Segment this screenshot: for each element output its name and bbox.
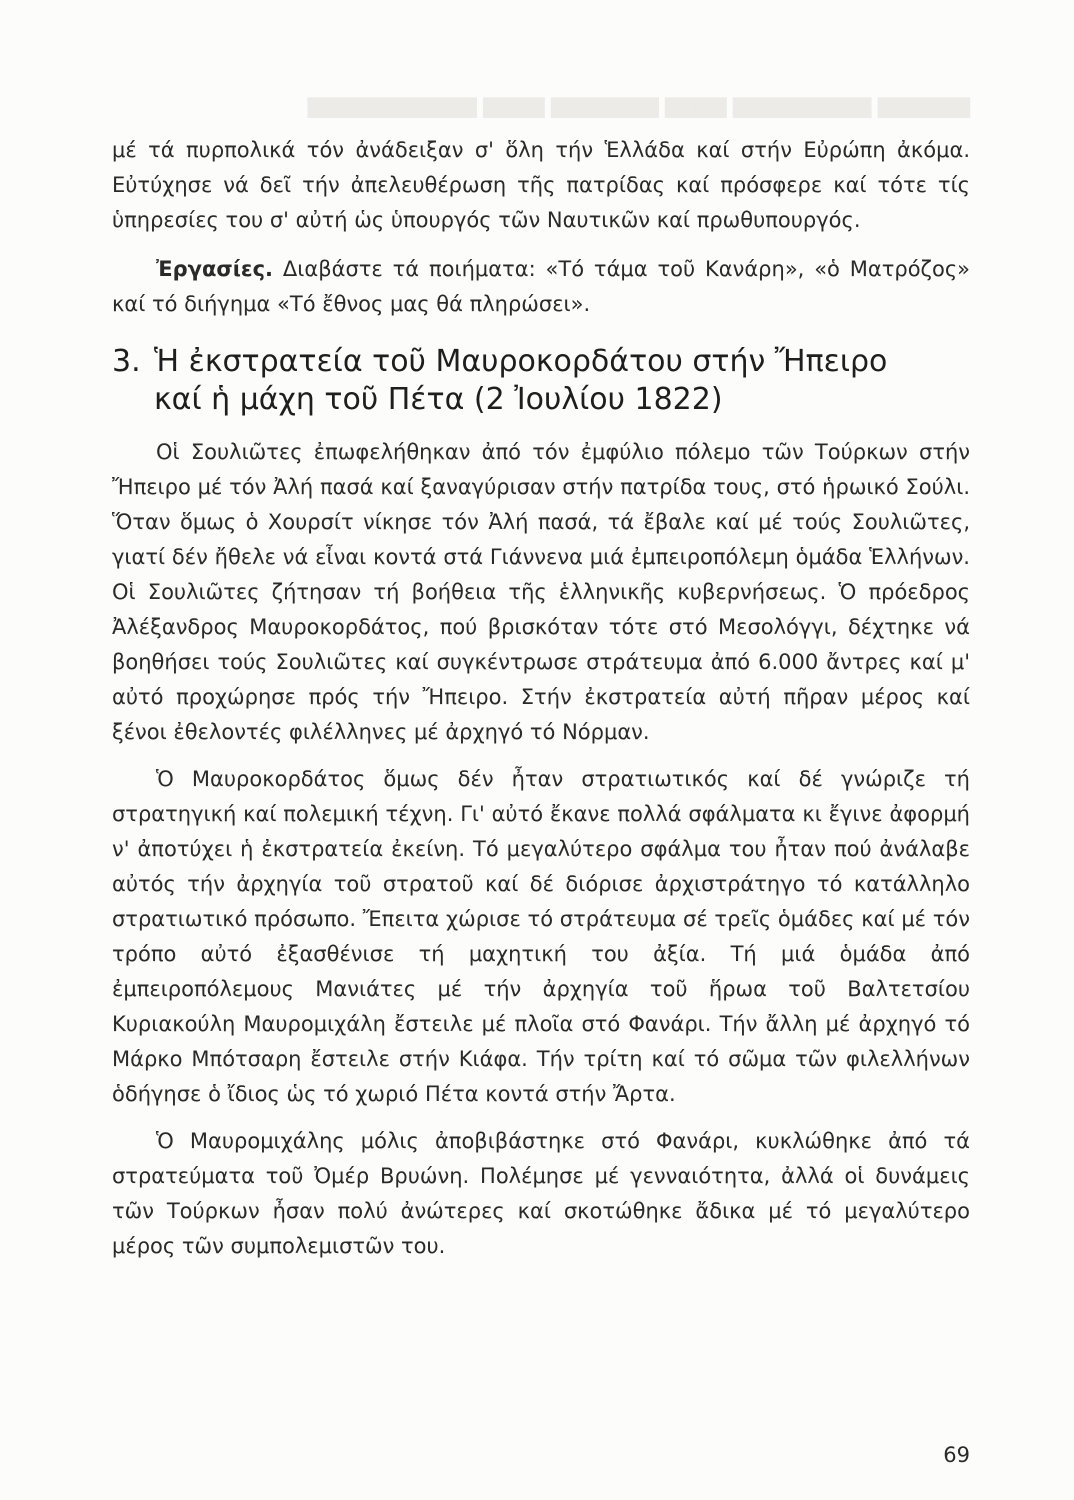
exercises-paragraph [112,252,970,322]
section-title-line1: Ἡ ἐκστρατεία τοῦ Μαυροκορδάτου στήν Ἤπειρο [154,344,888,379]
section-number: 3. [112,344,141,379]
paragraph-souliotes: Οἱ Σουλιῶτες ἐπωφελήθηκαν ἀπό τόν ἐμφύλιο πόλεμο τῶν Τούρκων στήν Ἤπειρο μέ τόν Ἀλή πασά καί ξαναγύρισαν στήν πατρίδα τους, στό ἡρωικό Σούλι. Ὅταν ὅμως ὁ Χουρσίτ νίκησε τόν Ἀλή πασά, τά ἔβαλε καί μέ τούς Σουλιῶτες, γιατί δέν ἤθελε νά εἶναι κοντά στά Γιάννενα μιά ἐμπειροπόλεμη ὁμάδα Ἑλλήνων. Οἱ Σουλιῶτες ζήτησαν τή βοήθεια τῆς ἑλληνικῆς κυβερνήσεως. Ὁ πρόεδρος Ἀλέξανδρος Μαυροκορδάτος, πού βρισκόταν τότε στό Μεσολόγγι, δέχτηκε νά βοηθήσει τούς Σουλιῶτες καί συγκέντρωσε στράτευμα ἀπό 6.000 ἄντρες καί μ' αὐτό προχώρησε πρός τήν Ἤπειρο. Στήν ἐκστρατεία αὐτή πῆραν μέρος καί ξένοι ἐθελοντές φιλέλληνες μέ ἀρχηγό τό Νόρμαν. [112,440,970,744]
paragraph-canaris-ending: μέ τά πυρπολικά τόν ἀνάδειξαν σ' ὅλη τήν Ἑλλάδα καί στήν Εὐρώπη ἀκόμα. Εὐτύχησε νά δεῖ τήν ἀπελευθέρωση τῆς πατρίδας καί πρόσφερε καί τότε τίς ὑπηρεσίες του σ' αὐτή ὡς ὑπουργός τῶν Ναυτικῶν καί πρωθυπουργός. [112,138,970,232]
section-title-line2: καί ἡ μάχη τοῦ Πέτα (2 Ἰουλίου 1822) [154,382,723,417]
paragraph-mavromichalis: Ὁ Μαυρομιχάλης μόλις ἀποβιβάστηκε στό Φανάρι, κυκλώθηκε ἀπό τά στρατεύματα τοῦ Ὀμέρ Βρυώνη. Πολέμησε μέ γενναιότητα, ἀλλά οἱ δυνάμεις τῶν Τούρκων ἦσαν πολύ ἀνώτερες καί σκοτώθηκε ἄδικα μέ τό μεγαλύτερο μέρος τῶν συμπολεμιστῶν του. [112,1129,970,1258]
exercises-label: Ἐργασίες. [156,257,274,281]
page-content [112,133,970,1264]
paragraph-mavrokordatos-errors: Ὁ Μαυροκορδάτος ὅμως δέν ἦταν στρατιωτικός καί δέ γνώριζε τή στρατηγική καί πολεμική τέχνη. Γι' αὐτό ἔκανε πολλά σφάλματα κι ἔγινε ἀφορμή ν' ἀποτύχει ἡ ἐκστρατεία ἐκείνη. Τό μεγαλύτερο σφάλμα του ἦταν πού ἀνάλαβε αὐτός τήν ἀρχηγία τοῦ στρατοῦ καί δέ διόρισε ἀρχιστράτηγο τό κατάλληλο στρατιωτικό πρόσωπο. Ἔπειτα χώρισε τό στράτευμα σέ τρεῖς ὁμάδες καί μέ τόν τρόπο αὐτό ἐξασθένισε τή μαχητική του ἀξία. Τή μιά ὁμάδα ἀπό ἐμπειροπόλεμους Μανιάτες μέ τήν ἀρχηγία τοῦ ἥρωα τοῦ Βαλτετσίου Κυριακούλη Μαυρομιχάλη ἔστειλε μέ πλοῖα στό Φανάρι. Τήν ἄλλη μέ ἀρχηγό τό Μάρκο Μπότσαρη ἔστειλε στήν Κιάφα. Τήν τρίτη καί τό σῶμα τῶν φιλελλήνων ὁδήγησε ὁ ἴδιος ὡς τό χωριό Πέτα κοντά στήν Ἄρτα. [112,767,970,1106]
bleed-through-text: ▇▇▇▇▇▇ ▇▇▇▇▇▇▇▇▇ ▇▇▇▇ ▇▇▇▇▇▇▇ ▇▇▇▇ ▇▇▇▇▇▇▇▇▇▇▇ [307,94,970,118]
exercises-text: Διαβάστε τά ποιήματα: «Τό τάμα τοῦ Κανάρη», «ὁ Ματρόζος» καί τό διήγημα «Τό ἔθνος μας θά πληρώσει». [112,257,970,316]
section-heading [112,343,970,419]
page-number: 69 [943,1443,970,1467]
